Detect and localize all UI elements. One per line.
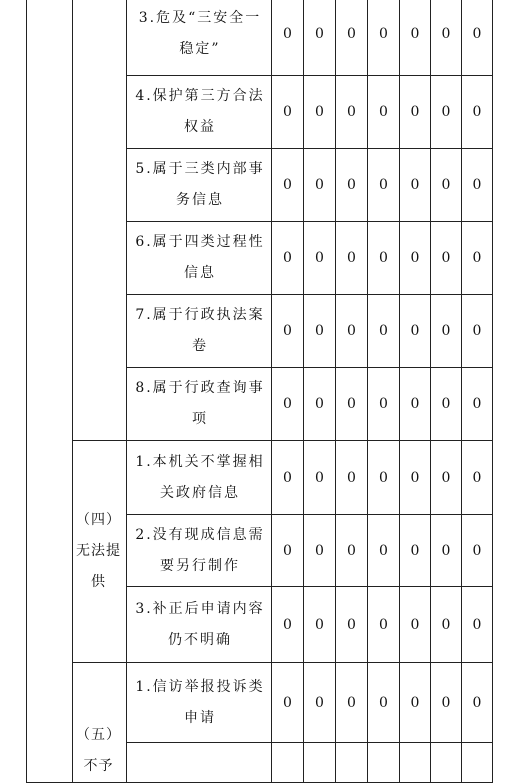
cell-value: 0 bbox=[304, 295, 336, 368]
cell-value: 0 bbox=[336, 0, 368, 76]
cell-value: 0 bbox=[368, 515, 400, 587]
row-label: 1.本机关不掌握相关政府信息 bbox=[127, 441, 272, 515]
cell-value: 0 bbox=[336, 441, 368, 515]
cell-value: 0 bbox=[304, 76, 336, 149]
cell-value: 0 bbox=[431, 515, 462, 587]
blank-cell bbox=[462, 743, 493, 783]
blank-cell bbox=[127, 743, 272, 783]
row-label: 2.没有现成信息需要另行制作 bbox=[127, 515, 272, 587]
blank-cell bbox=[272, 743, 304, 783]
cell-value: 0 bbox=[431, 222, 462, 295]
cell-value: 0 bbox=[368, 0, 400, 76]
cell-value: 0 bbox=[336, 222, 368, 295]
group-5-label bbox=[73, 663, 127, 783]
blank-cell bbox=[400, 743, 431, 783]
cell-value: 0 bbox=[336, 515, 368, 587]
group-3-cell bbox=[73, 0, 127, 441]
cell-value: 0 bbox=[400, 295, 431, 368]
cell-value: 0 bbox=[272, 295, 304, 368]
row-label: 8.属于行政查询事项 bbox=[127, 368, 272, 441]
cell-value: 0 bbox=[431, 441, 462, 515]
cell-value: 0 bbox=[304, 222, 336, 295]
cell-value: 0 bbox=[368, 76, 400, 149]
cell-value: 0 bbox=[462, 295, 493, 368]
cell-value: 0 bbox=[462, 587, 493, 663]
cell-value: 0 bbox=[368, 295, 400, 368]
group-5-text: （五）不予 bbox=[76, 727, 121, 774]
cell-value: 0 bbox=[272, 149, 304, 222]
cell-value: 0 bbox=[400, 515, 431, 587]
cell-value: 0 bbox=[272, 441, 304, 515]
blank-cell bbox=[368, 743, 400, 783]
blank-cell bbox=[336, 743, 368, 783]
cell-value: 0 bbox=[304, 663, 336, 743]
cell-value: 0 bbox=[400, 663, 431, 743]
cell-value: 0 bbox=[368, 222, 400, 295]
cell-value: 0 bbox=[431, 149, 462, 222]
cell-value: 0 bbox=[272, 222, 304, 295]
cell-value: 0 bbox=[304, 587, 336, 663]
cell-value: 0 bbox=[272, 368, 304, 441]
cell-value: 0 bbox=[304, 441, 336, 515]
cell-value: 0 bbox=[272, 0, 304, 76]
cell-value: 0 bbox=[431, 663, 462, 743]
cell-value: 0 bbox=[462, 515, 493, 587]
cell-value: 0 bbox=[400, 587, 431, 663]
cell-value: 0 bbox=[462, 76, 493, 149]
blank-cell bbox=[304, 743, 336, 783]
cell-value: 0 bbox=[400, 0, 431, 76]
cell-value: 0 bbox=[400, 368, 431, 441]
cell-value: 0 bbox=[431, 76, 462, 149]
row-label: 7.属于行政执法案卷 bbox=[127, 295, 272, 368]
table-row bbox=[27, 0, 493, 76]
cell-value: 0 bbox=[368, 441, 400, 515]
cell-value: 0 bbox=[336, 76, 368, 149]
cell-value: 0 bbox=[431, 368, 462, 441]
group-4-text: （四）无法提供 bbox=[76, 512, 121, 590]
cell-value: 0 bbox=[304, 368, 336, 441]
cell-value: 0 bbox=[336, 149, 368, 222]
cell-value: 0 bbox=[336, 587, 368, 663]
cell-value: 0 bbox=[304, 0, 336, 76]
cell-value: 0 bbox=[304, 149, 336, 222]
cell-value: 0 bbox=[336, 368, 368, 441]
table-row bbox=[27, 441, 493, 515]
cell-value: 0 bbox=[368, 663, 400, 743]
row-label: 6.属于四类过程性信息 bbox=[127, 222, 272, 295]
table-row bbox=[27, 663, 493, 743]
cell-value: 0 bbox=[462, 149, 493, 222]
row-label: 5.属于三类内部事务信息 bbox=[127, 149, 272, 222]
cell-value: 0 bbox=[462, 368, 493, 441]
cell-value: 0 bbox=[272, 587, 304, 663]
row-label: 1.信访举报投诉类申请 bbox=[127, 663, 272, 743]
cell-value: 0 bbox=[368, 368, 400, 441]
cell-value: 0 bbox=[462, 222, 493, 295]
row-label: 3.危及“三安全一稳定” bbox=[127, 0, 272, 76]
cell-value: 0 bbox=[431, 587, 462, 663]
cell-value: 0 bbox=[272, 515, 304, 587]
row-label: 4.保护第三方合法权益 bbox=[127, 76, 272, 149]
cell-value: 0 bbox=[336, 295, 368, 368]
row-label: 3.补正后申请内容仍不明确 bbox=[127, 587, 272, 663]
cell-value: 0 bbox=[431, 0, 462, 76]
cell-value: 0 bbox=[400, 76, 431, 149]
cell-value: 0 bbox=[400, 441, 431, 515]
cell-value: 0 bbox=[368, 587, 400, 663]
cell-value: 0 bbox=[462, 441, 493, 515]
cell-value: 0 bbox=[336, 663, 368, 743]
cell-value: 0 bbox=[431, 295, 462, 368]
cell-value: 0 bbox=[304, 515, 336, 587]
cell-value: 0 bbox=[462, 663, 493, 743]
cell-value: 0 bbox=[272, 663, 304, 743]
group-4-label bbox=[73, 441, 127, 663]
cell-value: 0 bbox=[368, 149, 400, 222]
disclosure-stats-table bbox=[26, 0, 493, 783]
cell-value: 0 bbox=[400, 222, 431, 295]
outer-category-cell bbox=[27, 0, 73, 783]
cell-value: 0 bbox=[400, 149, 431, 222]
blank-cell bbox=[431, 743, 462, 783]
cell-value: 0 bbox=[272, 76, 304, 149]
cell-value: 0 bbox=[462, 0, 493, 76]
